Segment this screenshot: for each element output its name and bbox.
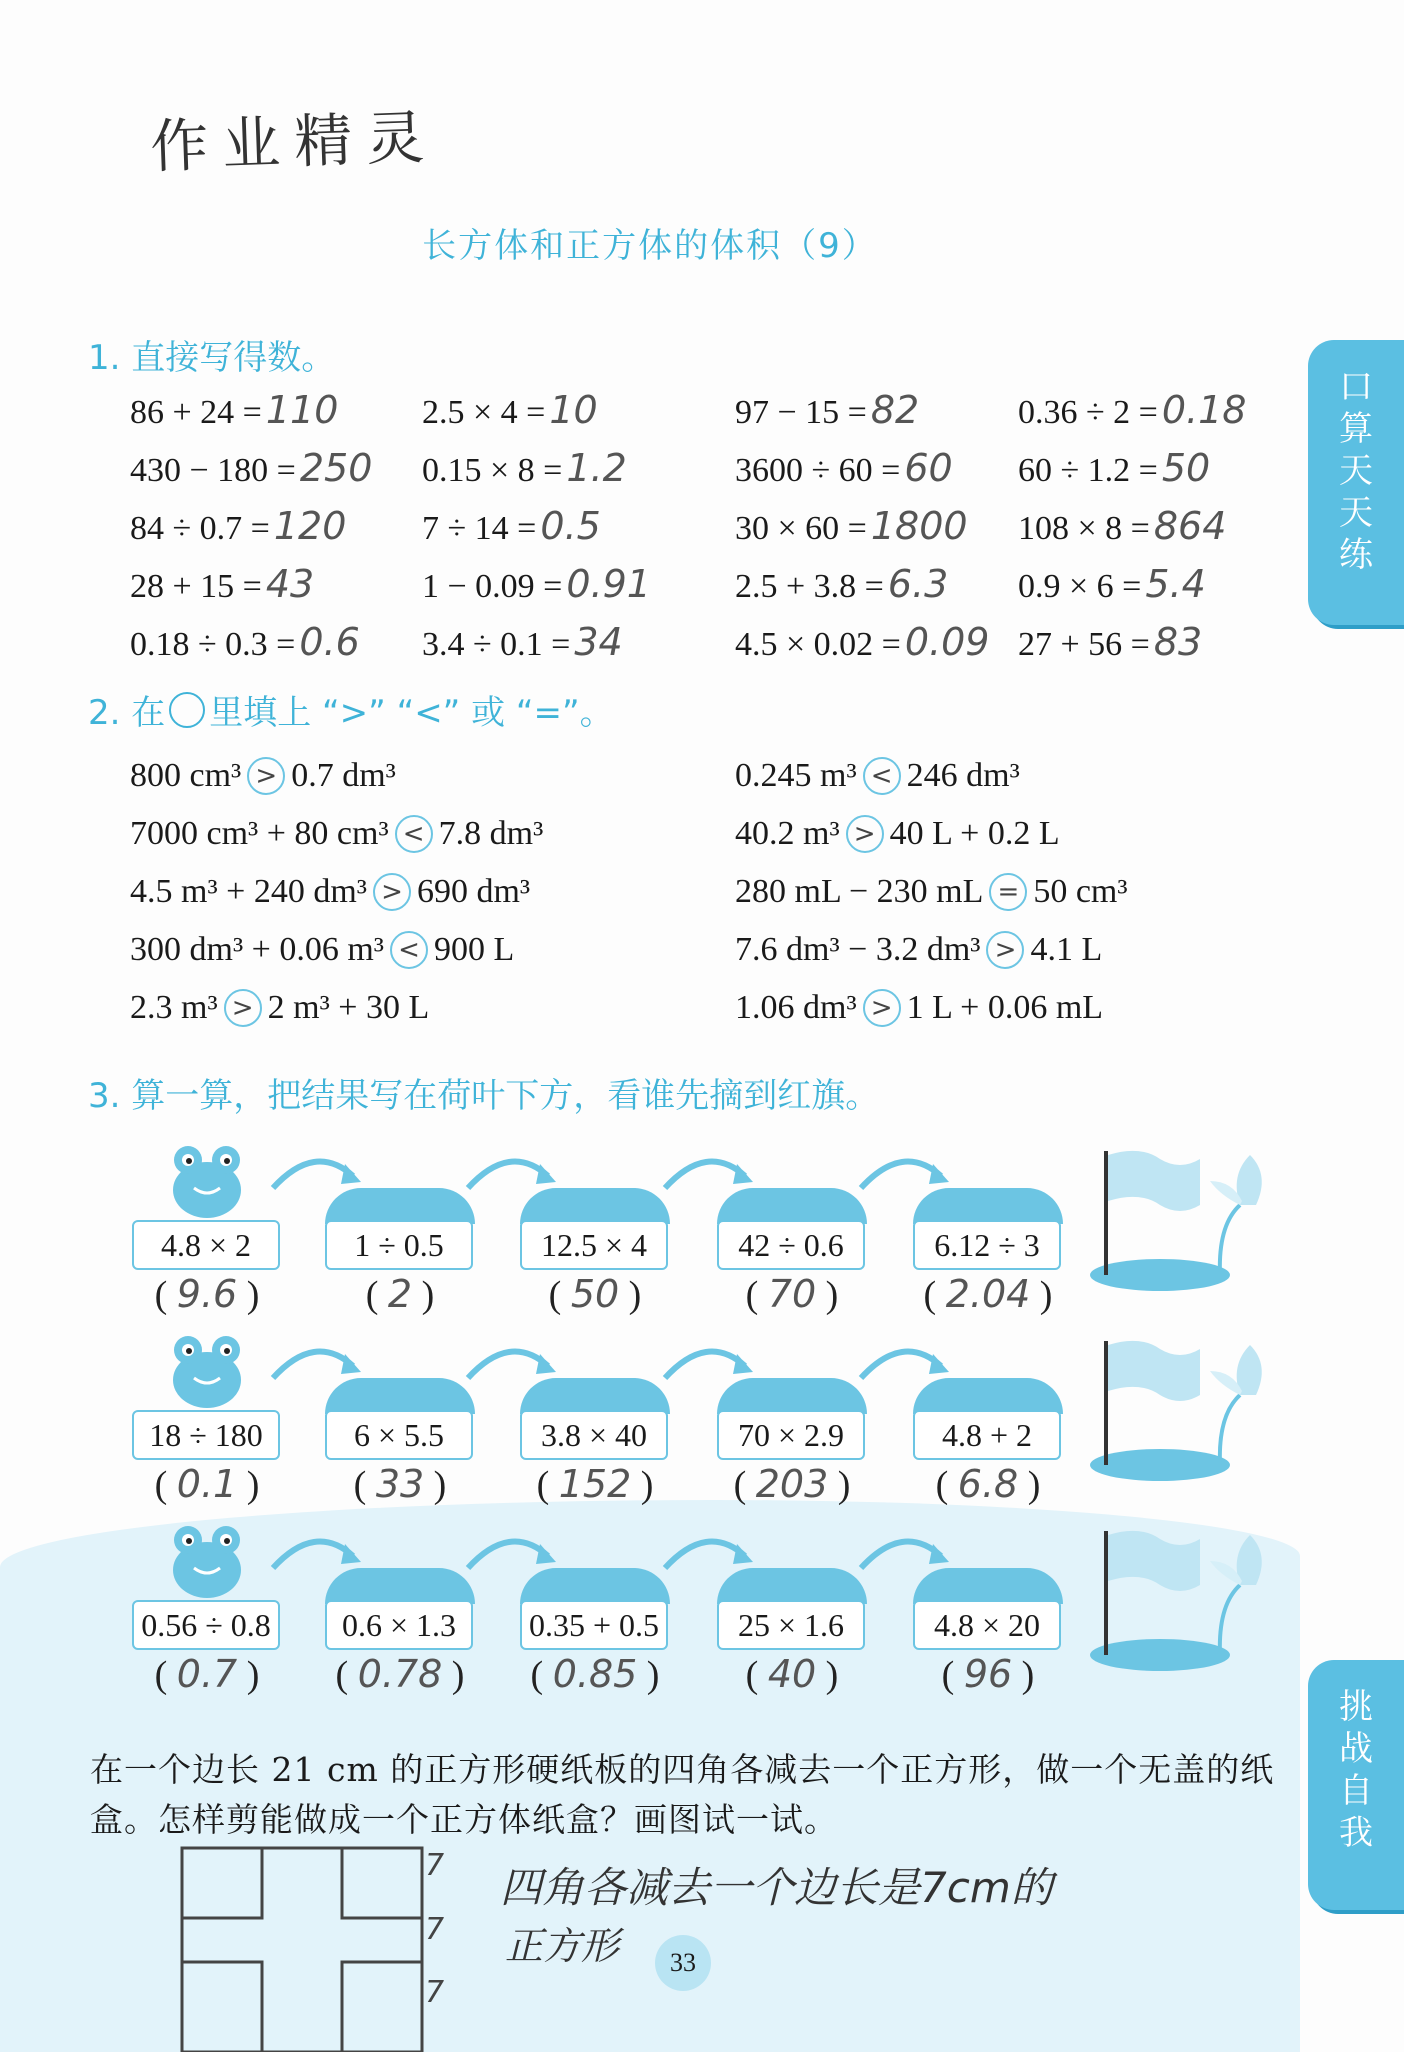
problem-expression: 84 ÷ 0.7 = [130, 510, 270, 547]
paren-open: ( [745, 1654, 768, 1696]
problem-expression: 97 − 15 = [735, 394, 867, 431]
paren-close: ) [619, 1274, 642, 1316]
comparison-symbol: = [989, 873, 1027, 911]
handwritten-answer: 0.6 [299, 620, 360, 664]
empty-circle-icon [169, 692, 205, 728]
comparison-left: 800 cm³ [130, 757, 242, 794]
expression-box: 0.6 × 1.3 [325, 1600, 473, 1650]
expression-box: 3.8 × 40 [520, 1410, 668, 1460]
tab-char: 挑 [1339, 1687, 1373, 1727]
result-blank [913, 1652, 1063, 1697]
result-blank [132, 1652, 282, 1697]
problem-expression: 1 − 0.09 = [422, 568, 563, 605]
handwritten-answer: 0.91 [566, 562, 651, 606]
expression-box: 25 × 1.6 [717, 1600, 865, 1650]
comparison-problem [735, 815, 1060, 853]
handwritten-answer: 43 [265, 562, 315, 606]
handwritten-answer: 6.3 [887, 562, 949, 606]
flag-icon [1090, 1145, 1290, 1300]
tab-char: 天 [1339, 451, 1373, 491]
comparison-left: 2.3 m³ [130, 989, 218, 1026]
tab-char: 练 [1339, 535, 1373, 575]
arithmetic-problem [1018, 620, 1202, 664]
paren-open: ( [530, 1654, 553, 1696]
problem-expression: 27 + 56 = [1018, 626, 1150, 663]
expression-box: 4.8 × 20 [913, 1600, 1061, 1650]
arithmetic-problem [130, 388, 338, 432]
arithmetic-problem [130, 562, 314, 606]
comparison-right: 2 m³ + 30 L [267, 989, 430, 1026]
arithmetic-problem [422, 562, 651, 606]
frog-icon [162, 1330, 252, 1415]
handwritten-answer: 50 [1161, 446, 1211, 490]
paren-close: ) [237, 1464, 260, 1506]
arithmetic-problem [735, 388, 919, 432]
arithmetic-problem [735, 446, 953, 490]
comparison-symbol: > [373, 873, 411, 911]
handwritten-answer: 33 [375, 1462, 425, 1506]
arithmetic-problem [735, 562, 948, 606]
expression-box: 12.5 × 4 [520, 1220, 668, 1270]
arrow-icon [853, 1148, 953, 1197]
comparison-left: 1.06 dm³ [735, 989, 857, 1026]
comparison-problem [735, 757, 1020, 795]
handwritten-answer: 10 [549, 388, 598, 432]
comparison-left: 40.2 m³ [735, 815, 840, 852]
handwritten-answer: 50 [570, 1272, 620, 1316]
handwritten-answer: 110 [265, 388, 339, 432]
comparison-symbol: > [986, 931, 1024, 969]
paren-open: ( [536, 1464, 559, 1506]
comparison-left: 0.245 m³ [735, 757, 857, 794]
handwritten-answer: 96 [963, 1652, 1013, 1696]
paren-open: ( [154, 1274, 177, 1316]
paren-close: ) [424, 1464, 447, 1506]
arithmetic-problem [1018, 388, 1246, 432]
comparison-left: 300 dm³ + 0.06 m³ [130, 931, 384, 968]
challenge-answer-line1: 四角各减去一个边长是7cm的 [500, 1863, 1053, 1912]
problem-expression: 108 × 8 = [1018, 510, 1150, 547]
handwritten-answer: 1800 [870, 504, 968, 548]
handwritten-answer: 83 [1153, 620, 1203, 664]
handwritten-answer: 1.2 [566, 446, 627, 490]
paren-close: ) [1030, 1274, 1053, 1316]
paren-close: ) [237, 1654, 260, 1696]
arrow-icon [657, 1338, 757, 1387]
comparison-right: 1 L + 0.06 mL [906, 989, 1104, 1026]
comparison-right: 40 L + 0.2 L [889, 815, 1060, 852]
box-net-sketch [170, 1840, 450, 2052]
result-blank [520, 1652, 670, 1697]
comparison-right: 0.7 dm³ [291, 757, 396, 794]
arithmetic-problem [1018, 562, 1206, 606]
tab-char: 战 [1339, 1729, 1373, 1769]
challenge-answer-line2: 正方形 [505, 1924, 620, 1968]
result-blank [717, 1272, 867, 1317]
frog-icon [162, 1140, 252, 1225]
handwritten-answer: 0.18 [1161, 388, 1247, 432]
result-blank [325, 1462, 475, 1507]
arrow-icon [657, 1148, 757, 1197]
paren-close: ) [816, 1654, 839, 1696]
comparison-left: 7.6 dm³ − 3.2 dm³ [735, 931, 981, 968]
paren-close: ) [1018, 1464, 1041, 1506]
side-tab-mental-math [1308, 340, 1404, 625]
comparison-problem [130, 989, 429, 1027]
handwritten-answer: 60 [904, 446, 953, 490]
handwritten-answer: 2.04 [945, 1272, 1031, 1316]
sketch-label: 7 [425, 1975, 445, 2010]
result-blank [520, 1462, 670, 1507]
result-blank [132, 1462, 282, 1507]
result-blank [520, 1272, 670, 1317]
paren-open: ( [154, 1654, 177, 1696]
comparison-right: 7.8 dm³ [438, 815, 544, 852]
arrow-icon [853, 1338, 953, 1387]
arrow-icon [265, 1338, 365, 1387]
comparison-symbol: < [863, 757, 901, 795]
paren-close: ) [442, 1654, 465, 1696]
handwritten-answer: 40 [767, 1652, 817, 1696]
comparison-right: 690 dm³ [416, 873, 531, 910]
handwritten-answer: 70 [767, 1272, 817, 1316]
comparison-right: 246 dm³ [906, 757, 1020, 794]
arrow-icon [657, 1528, 757, 1577]
arithmetic-problem [422, 620, 623, 664]
comparison-symbol: > [863, 989, 901, 1027]
expression-box: 1 ÷ 0.5 [325, 1220, 473, 1270]
result-blank [913, 1462, 1063, 1507]
comparison-symbol: < [390, 931, 428, 969]
expression-box: 70 × 2.9 [717, 1410, 865, 1460]
expression-box: 18 ÷ 180 [132, 1410, 280, 1460]
problem-expression: 2.5 + 3.8 = [735, 568, 884, 605]
expression-box: 0.56 ÷ 0.8 [132, 1600, 280, 1650]
comparison-right: 900 L [433, 931, 515, 968]
comparison-problem [130, 931, 514, 969]
problem-expression: 0.36 ÷ 2 = [1018, 394, 1158, 431]
handwritten-answer: 2 [387, 1272, 413, 1316]
paren-close: ) [631, 1464, 654, 1506]
comparison-left: 280 mL − 230 mL [735, 873, 984, 910]
handwritten-answer: 203 [755, 1462, 829, 1506]
comparison-right: 50 cm³ [1033, 873, 1128, 910]
paren-open: ( [548, 1274, 571, 1316]
comparison-problem [130, 873, 530, 911]
page-number: 33 [655, 1935, 711, 1991]
page-title: 长方体和正方体的体积（9） [422, 226, 878, 266]
handwritten-answer: 6.8 [957, 1462, 1019, 1506]
comparison-symbol: > [846, 815, 884, 853]
section2-heading-pre: 2. 在 [88, 693, 166, 733]
arithmetic-problem [130, 504, 346, 548]
expression-box: 6.12 ÷ 3 [913, 1220, 1061, 1270]
result-blank [325, 1652, 475, 1697]
paren-open: ( [154, 1464, 177, 1506]
paren-close: ) [1012, 1654, 1035, 1696]
arithmetic-problem [130, 446, 372, 490]
arithmetic-problem [1018, 446, 1210, 490]
paren-close: ) [828, 1464, 851, 1506]
problem-expression: 7 ÷ 14 = [422, 510, 537, 547]
problem-expression: 0.15 × 8 = [422, 452, 563, 489]
arithmetic-problem [735, 504, 968, 548]
handwritten-answer: 0.85 [552, 1652, 638, 1696]
result-blank [717, 1462, 867, 1507]
comparison-symbol: < [395, 815, 433, 853]
problem-expression: 3.4 ÷ 0.1 = [422, 626, 571, 663]
paren-open: ( [941, 1654, 964, 1696]
arrow-icon [853, 1528, 953, 1577]
arrow-icon [460, 1148, 560, 1197]
comparison-symbol: > [224, 989, 262, 1027]
tab-char: 口 [1339, 367, 1373, 407]
handwritten-title: 作业精灵 [149, 102, 440, 182]
section2-heading [88, 685, 614, 734]
handwritten-answer: 0.78 [357, 1652, 443, 1696]
tab-char: 自 [1339, 1771, 1373, 1811]
tab-char: 我 [1339, 1813, 1373, 1853]
comparison-left: 4.5 m³ + 240 dm³ [130, 873, 367, 910]
result-blank [132, 1272, 282, 1317]
arithmetic-problem [735, 620, 989, 664]
problem-expression: 430 − 180 = [130, 452, 296, 489]
frog-icon [162, 1520, 252, 1605]
paren-open: ( [335, 1654, 358, 1696]
handwritten-answer: 0.7 [176, 1652, 238, 1696]
problem-expression: 2.5 × 4 = [422, 394, 546, 431]
arrow-icon [460, 1528, 560, 1577]
paren-close: ) [816, 1274, 839, 1316]
section1-heading: 1. 直接写得数。 [88, 338, 336, 378]
tab-char: 天 [1339, 493, 1373, 533]
problem-expression: 28 + 15 = [130, 568, 262, 605]
side-tab-challenge [1308, 1660, 1404, 1910]
paren-open: ( [733, 1464, 756, 1506]
handwritten-answer: 864 [1153, 504, 1227, 548]
tab-char: 算 [1339, 409, 1373, 449]
handwritten-answer: 0.1 [176, 1462, 238, 1506]
handwritten-answer: 120 [273, 504, 347, 548]
handwritten-answer: 152 [558, 1462, 632, 1506]
arithmetic-problem [422, 446, 627, 490]
handwritten-answer: 0.5 [540, 504, 601, 548]
handwritten-answer: 5.4 [1145, 562, 1206, 606]
paren-close: ) [637, 1654, 660, 1696]
flag-icon [1090, 1335, 1290, 1490]
arrow-icon [265, 1148, 365, 1197]
paren-open: ( [923, 1274, 946, 1316]
handwritten-answer: 82 [870, 388, 920, 432]
sketch-label: 7 [425, 1912, 445, 1947]
problem-expression: 4.5 × 0.02 = [735, 626, 901, 663]
expression-box: 4.8 × 2 [132, 1220, 280, 1270]
handwritten-answer: 9.6 [176, 1272, 238, 1316]
paren-open: ( [353, 1464, 376, 1506]
comparison-right: 4.1 L [1030, 931, 1103, 968]
comparison-problem [130, 757, 396, 795]
handwritten-answer: 0.09 [904, 620, 990, 664]
comparison-problem [735, 989, 1103, 1027]
expression-box: 4.8 + 2 [913, 1410, 1061, 1460]
arithmetic-problem [130, 620, 360, 664]
comparison-problem [130, 815, 543, 853]
section2-heading-post: 里填上 “>” “<” 或 “=”。 [209, 693, 614, 733]
arithmetic-problem [422, 388, 598, 432]
problem-expression: 60 ÷ 1.2 = [1018, 452, 1158, 489]
paren-open: ( [365, 1274, 388, 1316]
comparison-problem [735, 931, 1102, 969]
problem-expression: 3600 ÷ 60 = [735, 452, 901, 489]
problem-expression: 86 + 24 = [130, 394, 262, 431]
result-blank [913, 1272, 1063, 1317]
expression-box: 42 ÷ 0.6 [717, 1220, 865, 1270]
result-blank [325, 1272, 475, 1317]
arithmetic-problem [1018, 504, 1226, 548]
sketch-label: 7 [425, 1848, 445, 1883]
flag-icon [1090, 1525, 1290, 1680]
arithmetic-problem [422, 504, 601, 548]
comparison-symbol: > [247, 757, 285, 795]
problem-expression: 30 × 60 = [735, 510, 867, 547]
paren-close: ) [237, 1274, 260, 1316]
expression-box: 0.35 + 0.5 [520, 1600, 668, 1650]
section3-heading: 3. 算一算，把结果写在荷叶下方，看谁先摘到红旗。 [88, 1076, 880, 1116]
paren-close: ) [412, 1274, 435, 1316]
expression-box: 6 × 5.5 [325, 1410, 473, 1460]
handwritten-answer: 250 [299, 446, 373, 490]
paren-open: ( [745, 1274, 768, 1316]
comparison-problem [735, 873, 1128, 911]
problem-expression: 0.18 ÷ 0.3 = [130, 626, 296, 663]
handwritten-answer: 34 [574, 620, 623, 664]
arrow-icon [265, 1528, 365, 1577]
problem-expression: 0.9 × 6 = [1018, 568, 1142, 605]
arrow-icon [460, 1338, 560, 1387]
result-blank [717, 1652, 867, 1697]
challenge-text: 在一个边长 21 cm 的正方形硬纸板的四角各减去一个正方形，做一个无盖的纸盒。怎样剪能做成一个正方体纸盒？画图试一试。 [90, 1750, 1275, 1839]
comparison-left: 7000 cm³ + 80 cm³ [130, 815, 389, 852]
paren-open: ( [935, 1464, 958, 1506]
